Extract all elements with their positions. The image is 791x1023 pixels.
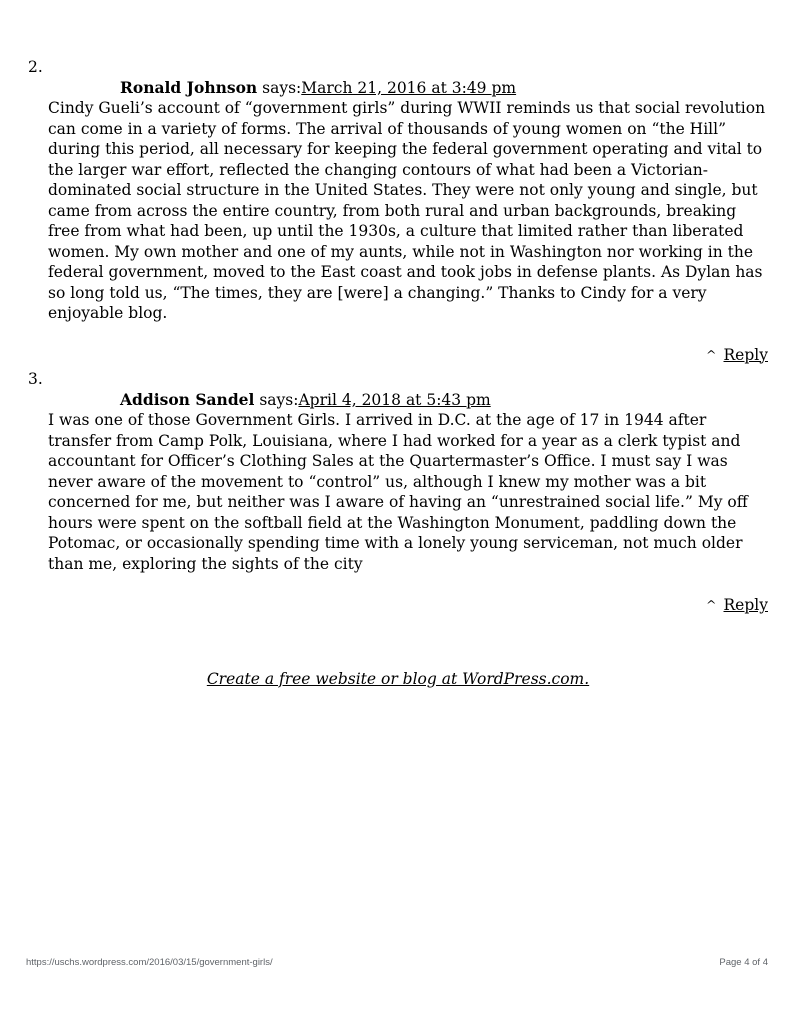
comment-body: I was one of those Government Girls. I arrived in D.C. at the age of 17 in 1944 after transfer from Camp Polk, Louisiana, where I had worked for a year as a clerk typist and accountant for Officer’s Clothing Sales at the Quartermaster’s Office. I must say I was never aware of the movement to “control” us, although I knew my mother was a bit concerned for me, but neither was I aware of having an “unrestrained social life.” My off hours were spent on the softball field at the Washington Monument, paddling down the Potomac, or occasionally spending time with a lonely young serviceman, not much older than me, exploring the sights of the city [48,411,748,573]
reply-link-label: Reply [723,345,768,364]
comment-author: Ronald Johnson [120,77,258,97]
reply-link[interactable] [706,596,768,614]
comment-number: 3. [28,370,43,388]
comment-meta [48,390,768,411]
comment-says-label: says: [257,78,302,97]
comment-says-label: says: [254,390,299,409]
caret-up-icon: ^ [706,346,717,362]
comment-content [48,390,768,617]
print-footer [26,957,768,968]
comment-number: 2. [28,58,43,76]
comment-content [48,78,768,367]
reply-link[interactable] [706,346,768,364]
reply-row [48,345,768,367]
footer-url: https://uschs.wordpress.com/2016/03/15/government-girls/ [26,957,273,968]
comment-meta [48,78,768,99]
caret-up-icon: ^ [706,597,717,612]
reply-row [48,595,768,617]
comment-author: Addison Sandel [120,389,255,409]
comment-body: Cindy Gueli’s account of “government girls” during WWII reminds us that social revolution can come in a variety of forms. The arrival of thousands of young women on “the Hill” during this period, all necessary for keeping the federal government operating and vital to the larger war effort, reflected the changing contours of what had been a Victorian-dominated social structure in the United States. They were not only young and single, but came from across the entire country, from both rural and urban backgrounds, breaking free from what had been, up until the 1930s, a culture that limited rather than liberated women. My own mother and one of my aunts, while not in Washington nor working in the federal government, moved to the East coast and took jobs in defense plants. As Dylan has so long told us, “The times, they are [were] a changing.” Thanks to Cindy for a very enjoyable blog. [48,99,766,322]
footer-page-indicator: Page 4 of 4 [719,957,768,968]
comment-date-link[interactable]: April 4, 2018 at 5:43 pm [298,390,491,409]
wordpress-credit-row [28,669,768,690]
comment-item [28,369,768,617]
wordpress-credit-link[interactable]: Create a free website or blog at WordPress.com. [206,669,590,688]
comment-date-link[interactable]: March 21, 2016 at 3:49 pm [301,78,517,97]
reply-link-label: Reply [723,596,768,614]
comment-item [28,57,768,366]
